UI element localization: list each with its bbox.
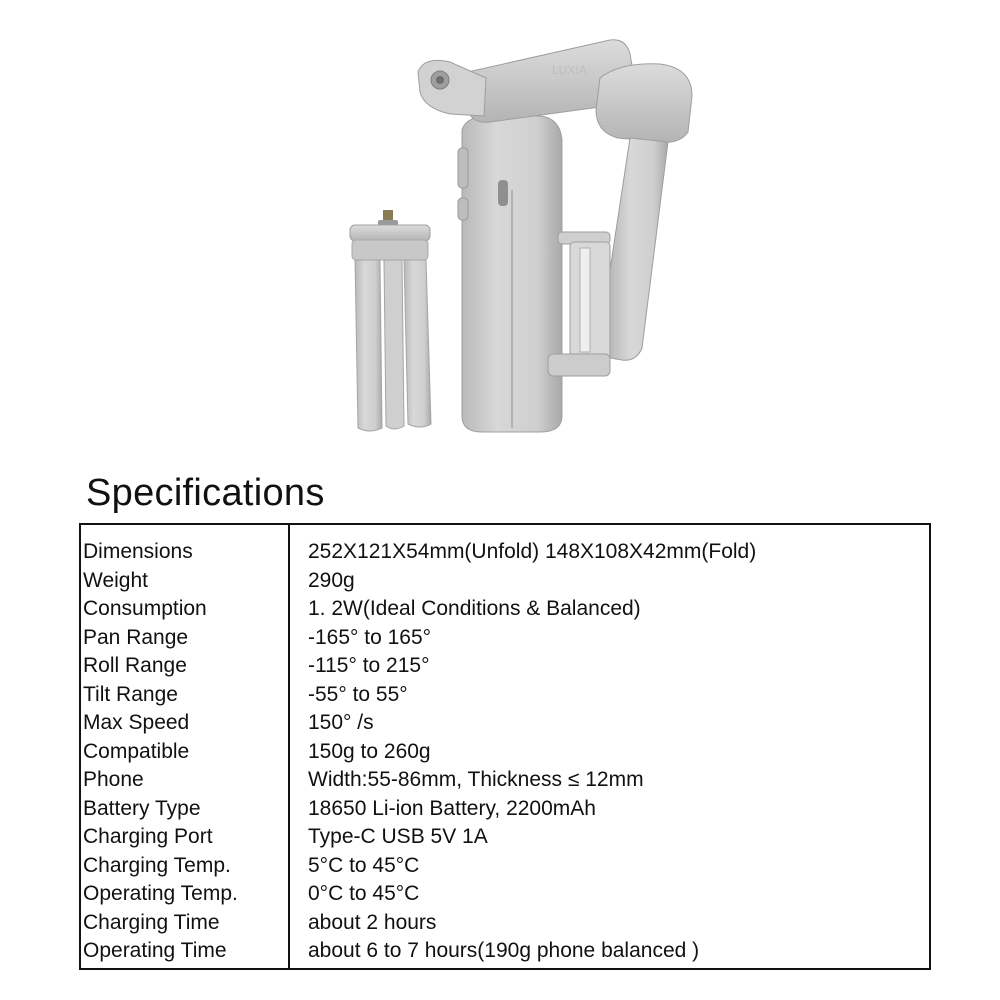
spec-label: Pan Range	[83, 625, 189, 649]
spec-value: 290g	[308, 568, 355, 592]
product-photo	[300, 20, 740, 460]
spec-label: Battery Type	[83, 796, 201, 820]
page-title: Specifications	[86, 472, 325, 514]
spec-label: Charging Port	[83, 825, 213, 848]
spec-label: Charging Temp.	[83, 853, 231, 877]
spec-value: 18650 Li-ion Battery, 2200mAh	[308, 796, 596, 820]
spec-value: Type-C USB 5V 1A	[308, 825, 488, 848]
spec-value: -55° to 55°	[308, 682, 408, 706]
spec-label: Weight	[83, 568, 148, 592]
spec-value: -115° to 215°	[308, 654, 430, 677]
spec-value: 0°C to 45°C	[308, 882, 420, 905]
spec-value: Width:55-86mm, Thickness ≤ 12mm	[308, 768, 644, 791]
spec-label: Operating Time	[83, 939, 227, 962]
spec-label: Max Speed	[83, 711, 190, 734]
spec-value: 1. 2W(Ideal Conditions & Balanced)	[308, 597, 641, 620]
spec-value: 150° /s	[308, 711, 374, 734]
spec-label: Compatible	[83, 739, 190, 763]
spec-value: about 2 hours	[308, 910, 437, 934]
spec-label: Consumption	[83, 597, 207, 620]
gimbal-handle	[458, 116, 562, 432]
watermark: LUXIA	[552, 63, 587, 77]
spec-value: 5°C to 45°C	[308, 853, 420, 877]
spec-label: Roll Range	[83, 654, 187, 677]
spec-label: Dimensions	[83, 540, 193, 563]
spec-label: Phone	[83, 768, 144, 791]
spec-value: 150g to 260g	[308, 739, 431, 763]
spec-label: Operating Temp.	[83, 882, 238, 905]
tripod	[350, 210, 431, 431]
spec-value: 252X121X54mm(Unfold) 148X108X42mm(Fold)	[308, 540, 757, 563]
spec-label: Charging Time	[83, 910, 220, 934]
spec-labels-column	[83, 538, 238, 966]
spec-label: Tilt Range	[83, 682, 178, 706]
spec-value: about 6 to 7 hours(190g phone balanced )	[308, 939, 700, 962]
column-divider	[288, 525, 290, 968]
spec-table	[79, 523, 931, 970]
spec-values-column	[308, 538, 756, 966]
spec-value: -165° to 165°	[308, 625, 432, 649]
